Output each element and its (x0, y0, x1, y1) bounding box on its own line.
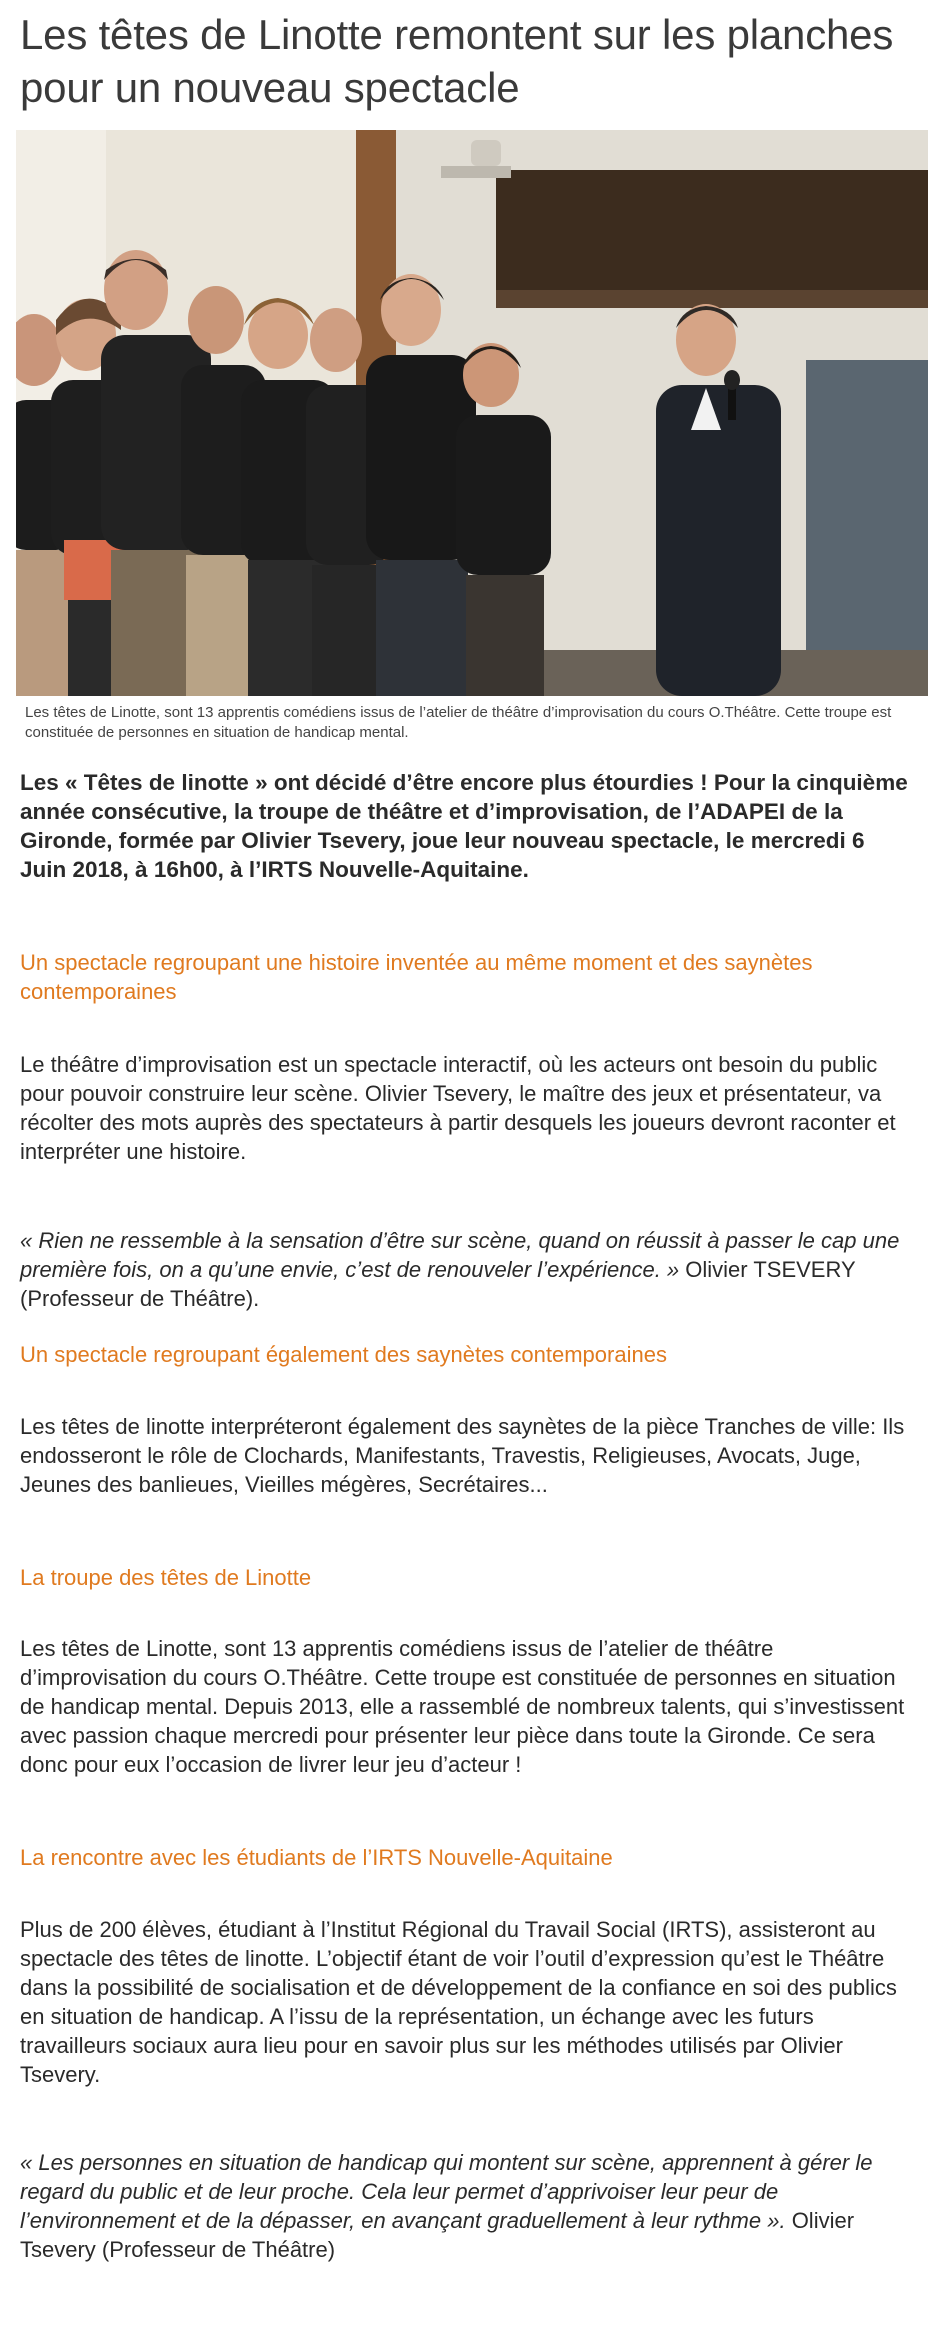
section-paragraph-tranches-de-ville: Les têtes de linotte interpréteront également des saynètes de la pièce Tranches de ville: Ils endosseront le rôle de Clochards, Manifestants, Travestis, Religieuses, Avocats, Juge, Jeunes des banlieues, Vieilles mégères, Secrétaires... (20, 1414, 905, 1497)
section-paragraph-irts: Plus de 200 élèves, étudiant à l’Institut Régional du Travail Social (IRTS), assisteront au spectacle des têtes de linotte. L’objectif étant de voir l’outil d’expression qu’est le Théâtre dans la possibilité de socialisation et de développement de la confiance en soi des publics en situation de handicap. A l’issu de la représentation, un échange avec les futurs travailleurs sociaux aura lieu pour en savoir plus sur les méthodes utilisés par Olivier Tsevery. (20, 1917, 897, 2087)
section-quote-tsevery-2 (20, 2148, 914, 2264)
section-heading-rencontre-irts: La rencontre avec les étudiants de l’IRTS Nouvelle-Aquitaine (20, 1845, 613, 1870)
article-title: Les têtes de Linotte remontent sur les planches pour un nouveau spectacle (20, 11, 894, 111)
quote-author: Olivier TSEVERY (Professeur de Théâtre). (20, 1257, 856, 1311)
section-paragraph-improvisation: Le théâtre d’improvisation est un spectacle interactif, où les acteurs ont besoin du public pour pouvoir construire leur scène. Olivier Tsevery, le maître des jeux et présentateur, va récolter des mots auprès des spectateurs à partir desquels les joueurs devront raconter et interpréter une histoire. (20, 1052, 896, 1164)
troupe-photo (16, 130, 928, 696)
section-heading-saynetes: Un spectacle regroupant également des saynètes contemporaines (20, 1342, 667, 1367)
photo-caption: Les têtes de Linotte, sont 13 apprentis comédiens issus de l’atelier de théâtre d’improvisation du cours O.Théâtre. Cette troupe est constituée de personnes en situation de handicap mental. (25, 704, 892, 741)
section-paragraph-troupe: Les têtes de Linotte, sont 13 apprentis comédiens issus de l’atelier de théâtre d’improvisation du cours O.Théâtre. Cette troupe est constituée de personnes en situation de handicap mental. Depuis 2013, elle a rassemblé de nombreux talents, qui s’investissent avec passion chaque mercredi pour présenter leur pièce dans toute la Gironde. Ce sera donc pour eux l’occasion de livrer leur jeu d’acteur ! (20, 1636, 905, 1777)
section-heading-spectacle-histoire: Un spectacle regroupant une histoire inventée au même moment et des saynètes contemporaines (20, 950, 813, 1004)
quote-text: « Rien ne ressemble à la sensation d’être sur scène, quand on réussit à passer le cap une première fois, on a qu’une envie, c’est de renouveler l’expérience. » (20, 1228, 900, 1282)
quote-author: Olivier Tsevery (Professeur de Théâtre) (20, 2208, 855, 2262)
section-quote-tsevery-1 (20, 1226, 914, 1313)
quote-text: « Les personnes en situation de handicap qui montent sur scène, apprennent à gérer le regard du public et de leur proche. Cela leur permet d’apprivoiser leur peur de l’environnement et de la dépasser, en avançant graduellement à leur rythme ». (20, 2150, 873, 2233)
article-lead: Les « Têtes de linotte » ont décidé d’être encore plus étourdies ! Pour la cinquième année consécutive, la troupe de théâtre et d’improvisation, de l’ADAPEI de la Gironde, formée par Olivier Tsevery, joue leur nouveau spectacle, le mercredi 6 Juin 2018, à 16h00, à l’IRTS Nouvelle-Aquitaine. (20, 770, 908, 882)
section-heading-troupe: La troupe des têtes de Linotte (20, 1565, 312, 1590)
